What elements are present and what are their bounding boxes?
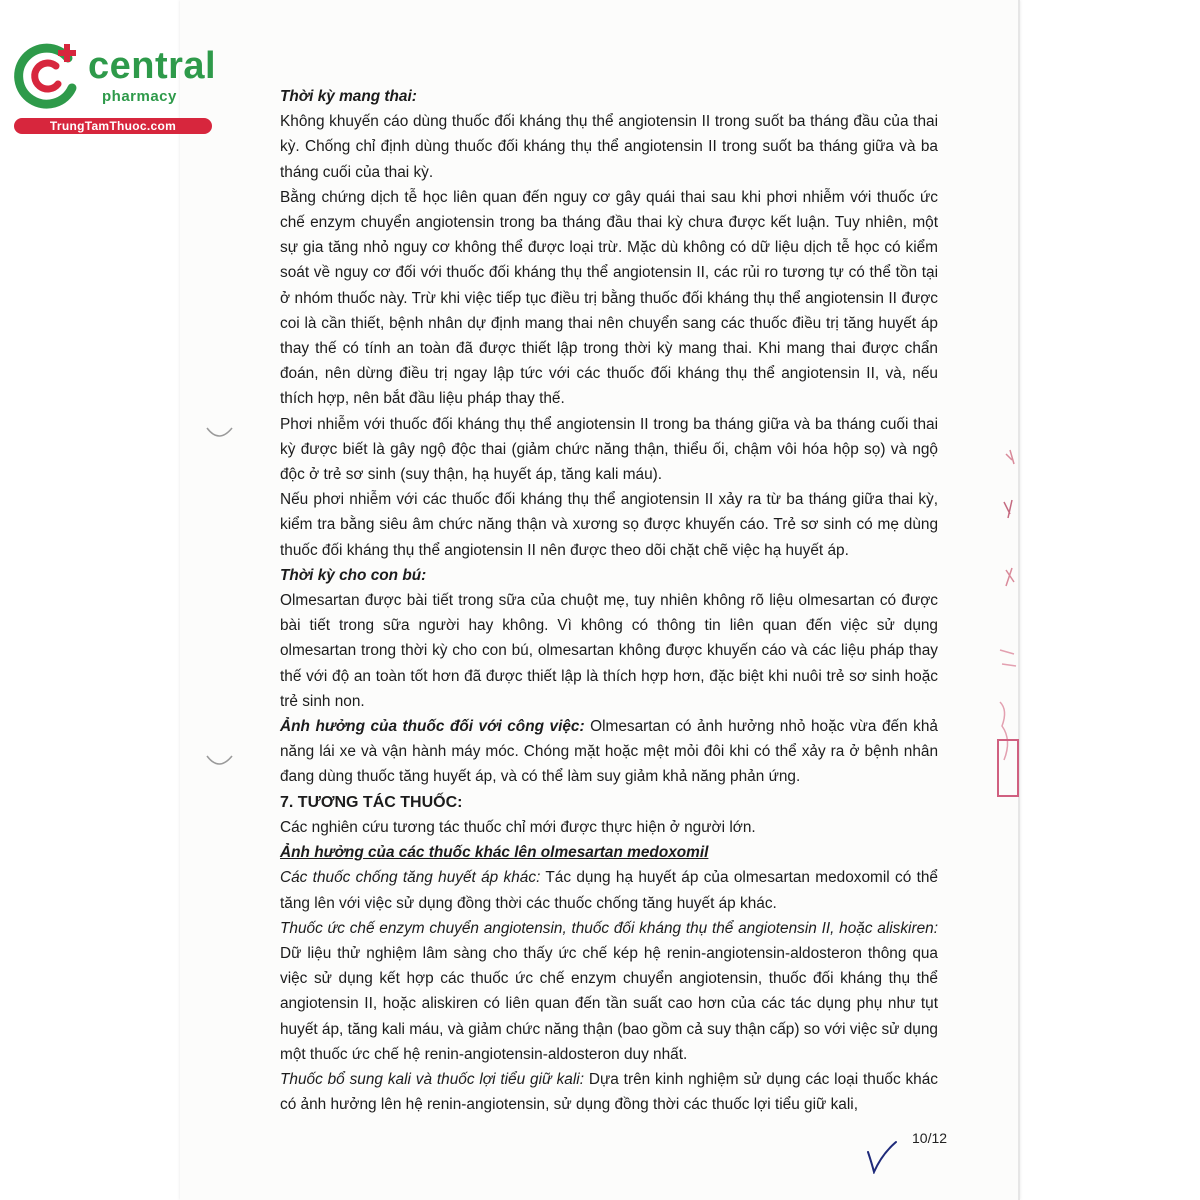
paragraph-antihypertensives — [280, 865, 938, 915]
logo-subtitle: pharmacy — [102, 88, 177, 105]
paragraph-potassium — [280, 1067, 938, 1117]
page-number: 10/12 — [912, 1130, 948, 1146]
paragraph-text: Tác dụng hạ huyết áp của olmesartan medoxomil có thể tăng lên với việc sử dụng đồng thời các thuốc chống tăng huyết áp khác. — [280, 869, 938, 912]
red-stamp-marks-icon — [992, 440, 1020, 820]
pharmacy-logo[interactable] — [10, 38, 215, 138]
paragraph: Bằng chứng dịch tễ học liên quan đến nguy cơ gây quái thai sau khi phơi nhiễm với thuốc ức chế enzym chuyển angiotensin trong ba tháng đầu thai kỳ chưa được kết luận. Tuy nhiên, một sự gia tăng nhỏ nguy cơ không thể được loại trừ. Mặc dù không có dữ liệu dịch tễ học có kiểm soát về nguy cơ đối với thuốc đối kháng thụ thể angiotensin II, các rủi ro tương tự có thể tồn tại ở nhóm thuốc này. Trừ khi việc tiếp tục điều trị bằng thuốc đối kháng thụ thể angiotensin II được coi là cần thiết, bệnh nhân dự định mang thai nên chuyển sang các thuốc điều trị tăng huyết áp thay thế có tính an toàn đã được thiết lập trong thời kỳ mang thai. Khi mang thai được chẩn đoán, nên dừng điều trị ngay lập tức với các thuốc đối kháng thụ thể angiotensin II, và, nếu thích hợp, nên bắt đầu liệu pháp thay thế. — [280, 188, 938, 408]
pharmacy-cross-logo-icon — [10, 38, 88, 114]
paragraph: Phơi nhiễm với thuốc đối kháng thụ thể angiotensin II trong ba tháng giữa và ba tháng cuối thai kỳ được biết là gây ngộ độc thai (giảm chức năng thận, thiểu ối, chậm vôi hóa hộp sọ) và ngộ độc ở trẻ sơ sinh (suy thận, hạ huyết áp, tăng kali máu). — [280, 415, 938, 484]
logo-brand-text: central — [88, 45, 217, 87]
paragraph-driving — [280, 714, 938, 790]
punch-hole-icon — [204, 752, 234, 772]
logo-site-banner: TrungTamThuoc.com — [14, 118, 212, 134]
paragraph-ace-inhibitors — [280, 916, 938, 1067]
paragraph: Các nghiên cứu tương tác thuốc chỉ mới được thực hiện ở người lớn. — [280, 818, 756, 836]
heading-breastfeeding: Thời kỳ cho con bú: — [280, 566, 427, 584]
document-body — [280, 84, 938, 1117]
paragraph: Olmesartan được bài tiết trong sữa của chuột mẹ, tuy nhiên không rõ liệu olmesartan có được bài tiết trong sữa người hay không. Vì không có thông tin liên quan đến việc sử dụng olmesartan trong thời kỳ cho con bú, olmesartan không được khuyến cáo và các liệu pháp thay thế với độ an toàn tốt hơn đã được thiết lập là thích hợp hơn, đặc biệt khi nuôi trẻ sơ sinh hoặc trẻ sinh non. — [280, 592, 938, 710]
subheading-effects: Ảnh hưởng của các thuốc khác lên olmesartan medoxomil — [280, 844, 709, 862]
lead-driving: Ảnh hưởng của thuốc đối với công việc: — [280, 718, 585, 736]
lead-antihypertensives: Các thuốc chống tăng huyết áp khác: — [280, 869, 541, 887]
lead-ace-inhibitors: Thuốc ức chế enzym chuyển angiotensin, thuốc đối kháng thụ thể angiotensin II, hoặc aliskiren: — [280, 919, 938, 937]
punch-hole-icon — [204, 424, 234, 444]
paragraph: Không khuyến cáo dùng thuốc đối kháng thụ thể angiotensin II trong suốt ba tháng đầu của thai kỳ. Chống chỉ định dùng thuốc đối kháng thụ thể angiotensin II trong suốt ba tháng giữa và ba tháng cuối của thai kỳ. — [280, 113, 938, 181]
lead-potassium: Thuốc bổ sung kali và thuốc lợi tiểu giữ kali: — [280, 1070, 584, 1088]
paragraph-text: Olmesartan có ảnh hưởng nhỏ hoặc vừa đến khả năng lái xe và vận hành máy móc. Chóng mặt hoặc mệt mỏi đôi khi có thể xảy ra ở bệnh nhân đang dùng thuốc tăng huyết áp, và có thể làm suy giảm khả năng phản ứng. — [280, 718, 938, 786]
paragraph: Nếu phơi nhiễm với các thuốc đối kháng thụ thể angiotensin II xảy ra từ ba tháng giữa thai kỳ, kiểm tra bằng siêu âm chức năng thận và xương sọ được khuyến cáo. Trẻ sơ sinh có mẹ dùng thuốc đối kháng thụ thể angiotensin II nên được theo dõi chặt chẽ việc hạ huyết áp. — [280, 491, 938, 559]
paragraph-text: Dữ liệu thử nghiệm lâm sàng cho thấy ức chế kép hệ renin-angiotensin-aldosteron thông qua việc sử dụng kết hợp các thuốc ức chế enzym chuyển angiotensin, thuốc đối kháng thụ thể angiotensin II, hoặc aliskiren có liên quan đến tần suất cao hơn của các tác dụng phụ như tụt huyết áp, tăng kali máu, và giảm chức năng thận (bao gồm cả suy thận cấp) so với việc sử dụng một thuốc ức chế hệ renin-angiotensin-aldosteron duy nhất. — [280, 944, 938, 1063]
section-heading-interactions: 7. TƯƠNG TÁC THUỐC: — [280, 793, 463, 811]
paragraph-text: Dựa trên kinh nghiệm sử dụng các loại thuốc khác có ảnh hưởng lên hệ renin-angiotensin, sử dụng đồng thời các thuốc lợi tiểu giữ kali, — [280, 1070, 938, 1114]
heading-pregnancy: Thời kỳ mang thai: — [280, 88, 417, 105]
checkmark-signature-icon — [864, 1138, 898, 1174]
